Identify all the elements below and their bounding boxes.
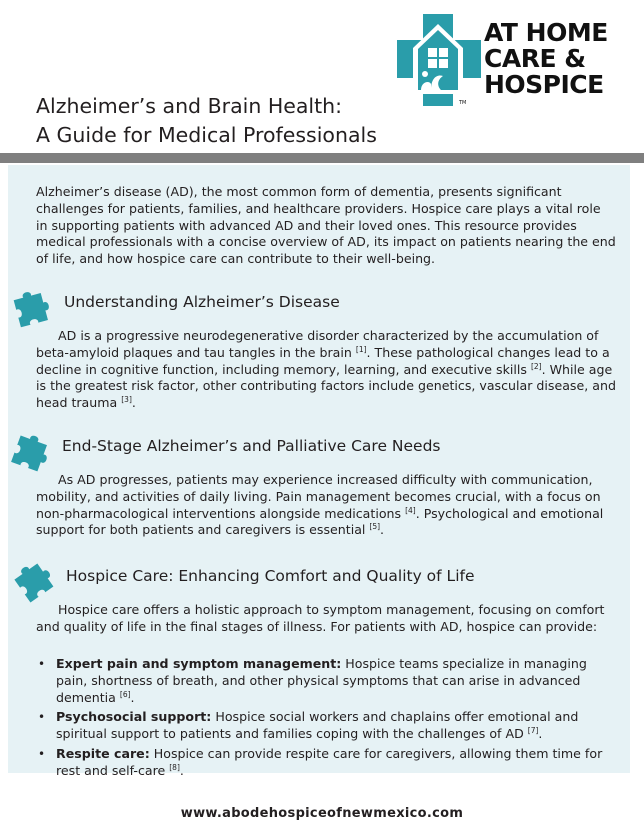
benefit-end: . (130, 689, 135, 705)
citation: [5] (369, 522, 381, 532)
company-logo (397, 14, 617, 106)
citation: [4] (405, 505, 416, 515)
body-text: Hospice care offers a holistic approach to symptom management, focusing on comfort and quality of life in the final stages of illness. For patients with AD, hospice can provide: (36, 602, 605, 634)
benefit-title: Respite care: (56, 745, 150, 761)
benefit-title: Expert pain and symptom management: (56, 656, 342, 671)
citation: [2] (530, 361, 542, 371)
logo-line1: AT HOME (484, 18, 608, 47)
citation: [6] (119, 689, 131, 699)
section-body-understanding-ad (36, 328, 616, 412)
hospice-benefits-list (36, 656, 616, 783)
list-item (36, 656, 616, 706)
body-text: . Psychological and emotional support for both patients and caregivers is essential (36, 505, 604, 538)
bullet: • (38, 746, 46, 761)
logo-wordmark (484, 20, 608, 98)
benefit-text: Hospice can provide respite care for caregivers, allowing them time for rest and self-care (56, 745, 603, 778)
benefit-end: . (179, 762, 184, 778)
header-divider (0, 153, 644, 163)
body-text: . (380, 522, 385, 538)
body-text: AD is a progressive neurodegenerative disorder characterized by the accumulation of beta-amyloid plaques and tau tangles in the brain (36, 328, 599, 360)
benefit-text: Hospice teams specialize in managing pain, shortness of breath, and other physical symptoms that can arise in advanced dementia (56, 656, 587, 705)
list-item (36, 746, 616, 780)
body-text: . (131, 395, 136, 411)
page-title-line1: Alzheimer’s and Brain Health: (36, 94, 343, 118)
footer-website-link[interactable]: www.abodehospiceofnewmexico.com (180, 806, 464, 821)
section-body-hospice-care (36, 602, 616, 636)
puzzle-piece-icon (10, 557, 56, 603)
citation: [3] (121, 395, 132, 404)
logo-line3: HOSPICE (484, 70, 604, 99)
puzzle-piece-icon (8, 284, 54, 330)
benefit-text: Hospice social workers and chaplains offer emotional and spiritual support to patients and families coping with the challenges of AD (56, 709, 579, 742)
citation: [1] (355, 344, 367, 354)
citation: [8] (169, 762, 180, 772)
bullet: • (38, 657, 46, 671)
logo-line2: CARE & (484, 44, 586, 73)
logo-cross-house-icon (397, 14, 481, 106)
section-heading-end-stage: End-Stage Alzheimer’s and Palliative Care Needs (62, 437, 441, 455)
section-heading-hospice-care: Hospice Care: Enhancing Comfort and Quality of Life (66, 567, 475, 585)
benefit-title: Psychosocial support: (56, 709, 212, 725)
section-heading-understanding-ad: Understanding Alzheimer’s Disease (64, 293, 340, 311)
intro-paragraph: Alzheimer’s disease (AD), the most common form of dementia, presents significant challenges for patients, families, and healthcare providers. Hospice care plays a vital role in supporting patients with advanced AD and their loved ones. This resource provides medical professionals with a concise overview of AD, its impact on patients nearing the end of life, and how hospice care can contribute to their well-being. (36, 184, 616, 267)
logo-tm: TM (459, 100, 467, 106)
body-text: . While age is the greatest risk factor, other contributing factors include genetics, vascular disease, and head trauma (36, 361, 616, 411)
page-title-line2: A Guide for Medical Professionals (36, 123, 377, 147)
puzzle-piece-icon (8, 428, 54, 474)
citation: [7] (527, 726, 539, 735)
body-text: . These pathological changes lead to a decline in cognitive function, including memory, learning, and executive skills (36, 344, 610, 377)
list-item (36, 709, 616, 743)
benefit-end: . (538, 726, 543, 742)
section-body-end-stage (36, 472, 616, 539)
body-text: As AD progresses, patients may experience increased difficulty with communication, mobility, and activities of daily living. Pain management becomes crucial, with a focus on non-pharmacological interventions alongside medications (36, 472, 601, 521)
bullet: • (38, 710, 46, 725)
